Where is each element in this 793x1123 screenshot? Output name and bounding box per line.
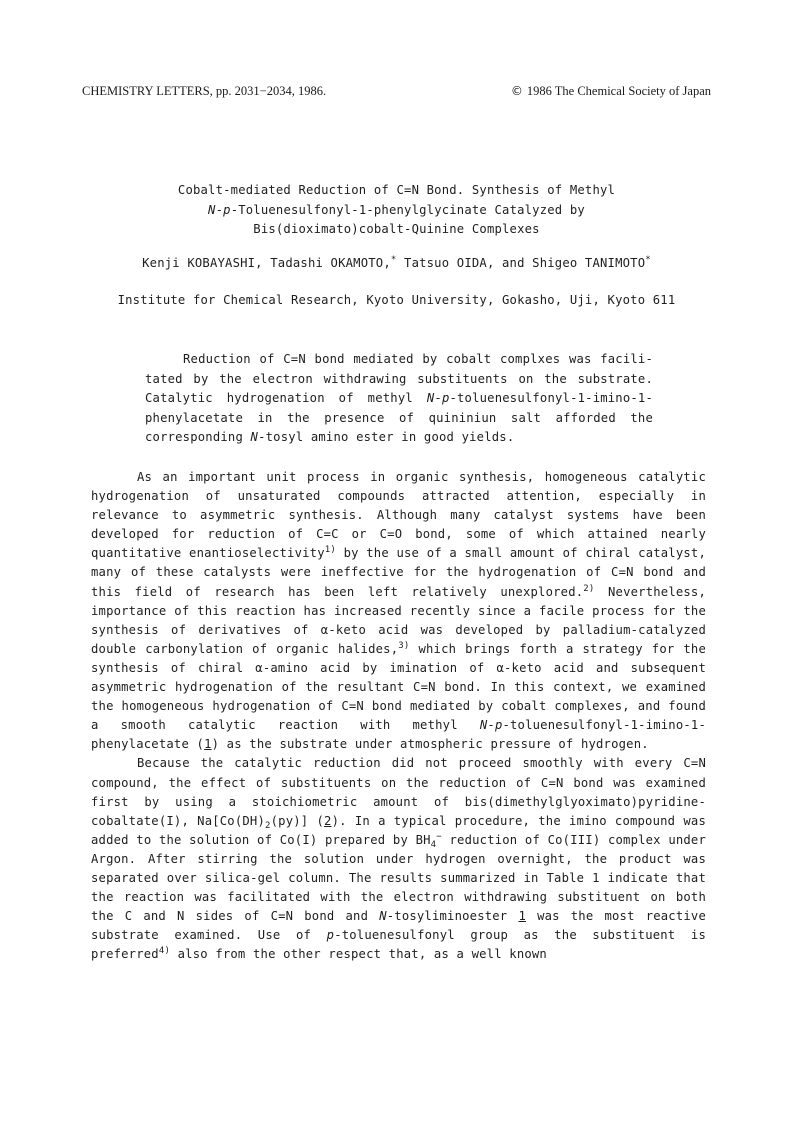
corresponding-mark: * [390, 255, 397, 265]
reference-marker[interactable]: 1) [324, 545, 336, 556]
reference-marker[interactable]: 2) [583, 583, 595, 594]
copyright-symbol: © [510, 84, 523, 98]
reference-marker[interactable]: 3) [398, 640, 410, 651]
author-list: Kenji KOBAYASHI, Tadashi OKAMOTO,* Tatsuo OIDA, and Shigeo TANIMOTO* [142, 255, 651, 270]
title-line-1: Cobalt-mediated Reduction of C=N Bond. Synthesis of Methyl [177, 183, 616, 197]
body-text [91, 468, 706, 964]
title-line-2: N-p-Toluenesulfonyl-1-phenylglycinate Catalyzed by [208, 202, 585, 217]
compound-number: 1 [204, 737, 212, 752]
title-line-3: Bis(dioximato)cobalt-Quinine Complexes [253, 222, 540, 236]
affiliation: Institute for Chemical Research, Kyoto University, Gokasho, Uji, Kyoto 611 [117, 293, 676, 307]
compound-number: 2 [324, 813, 332, 828]
paragraph-2: Because the catalytic reduction did not proceed smoothly with every C=N compound, the effect of substituents on the reduction of C=N bond was examined first by using a stoichiometric amount of bis(dimethylglyoximato)pyridine-cobaltate(I), $Na[Co(DH)_2(py)]$ (2). In a typical procedure, the imino compound was added to the solution of Co(I) prepared by $BH_4^-$ reduction of Co(III) complex under Argon. After stirring the solution under hydrogen overnight, the product was separated over silica-gel column. The results summarized in Table 1 indicate that the reaction was facilitated with the electron withdrawing substituent on both the C and N sides of C=N bond and N-tosyliminoester 1 was the most reactive substrate examined. Use of p-toluenesulfonyl group as the substituent is preferred$^{4)}$ also from the other respect that, as a well known [91, 756, 707, 962]
journal-citation: CHEMISTRY LETTERS, pp. 2031−2034, 1986. [82, 84, 327, 98]
compound-number: 1 [518, 909, 526, 924]
abstract: Reduction of C=N bond mediated by cobalt complxes was facili-tated by the electron withdrawing substituents on the substrate. Catalytic hydrogenation of methyl N-p-toluenesulfonyl-1-imino-1-phenylacetate in the presence of quininiun salt afforded the corresponding N-tosyl amino ester in good yields. [145, 352, 653, 444]
reference-marker[interactable]: 4) [158, 946, 171, 957]
paper-title [0, 181, 793, 240]
paragraph-1: As an important unit process in organic synthesis, homogeneous catalytic hydrogenation of unsaturated compounds attracted attention, especially in relevance to asymmetric synthesis. Although many catalyst systems have been developed for reduction of C=C or C=O bond, some of which attained nearly quantitative enantioselectivity$^{1)}$ by the use of a small amount of chiral catalyst, many of these catalysts were ineffective for the hydrogenation of C=N bond and this field of research has been left relatively unexplored.$^{2)}$ Nevertheless, importance of this reaction has increased recently since a facile process for the synthesis of derivatives of α-keto acid was developed by palladium-catalyzed double carbonylation of organic halides,$^{3)}$ which brings forth a strategy for the synthesis of chiral α-amino acid by imination of α-keto acid and subsequent asymmetric hydrogenation of the resultant C=N bond. In this context, we examined the homogeneous hydrogenation of C=N bond mediated by cobalt complexes, and found a smooth catalytic reaction with methyl N-p-toluenesulfonyl-1-imino-1-phenylacetate (1) as the substrate under atmospheric pressure of hydrogen. [91, 470, 707, 752]
copyright-line [511, 84, 711, 99]
copyright-text: 1986 The Chemical Society of Japan [526, 84, 711, 98]
corresponding-mark: * [645, 255, 651, 265]
